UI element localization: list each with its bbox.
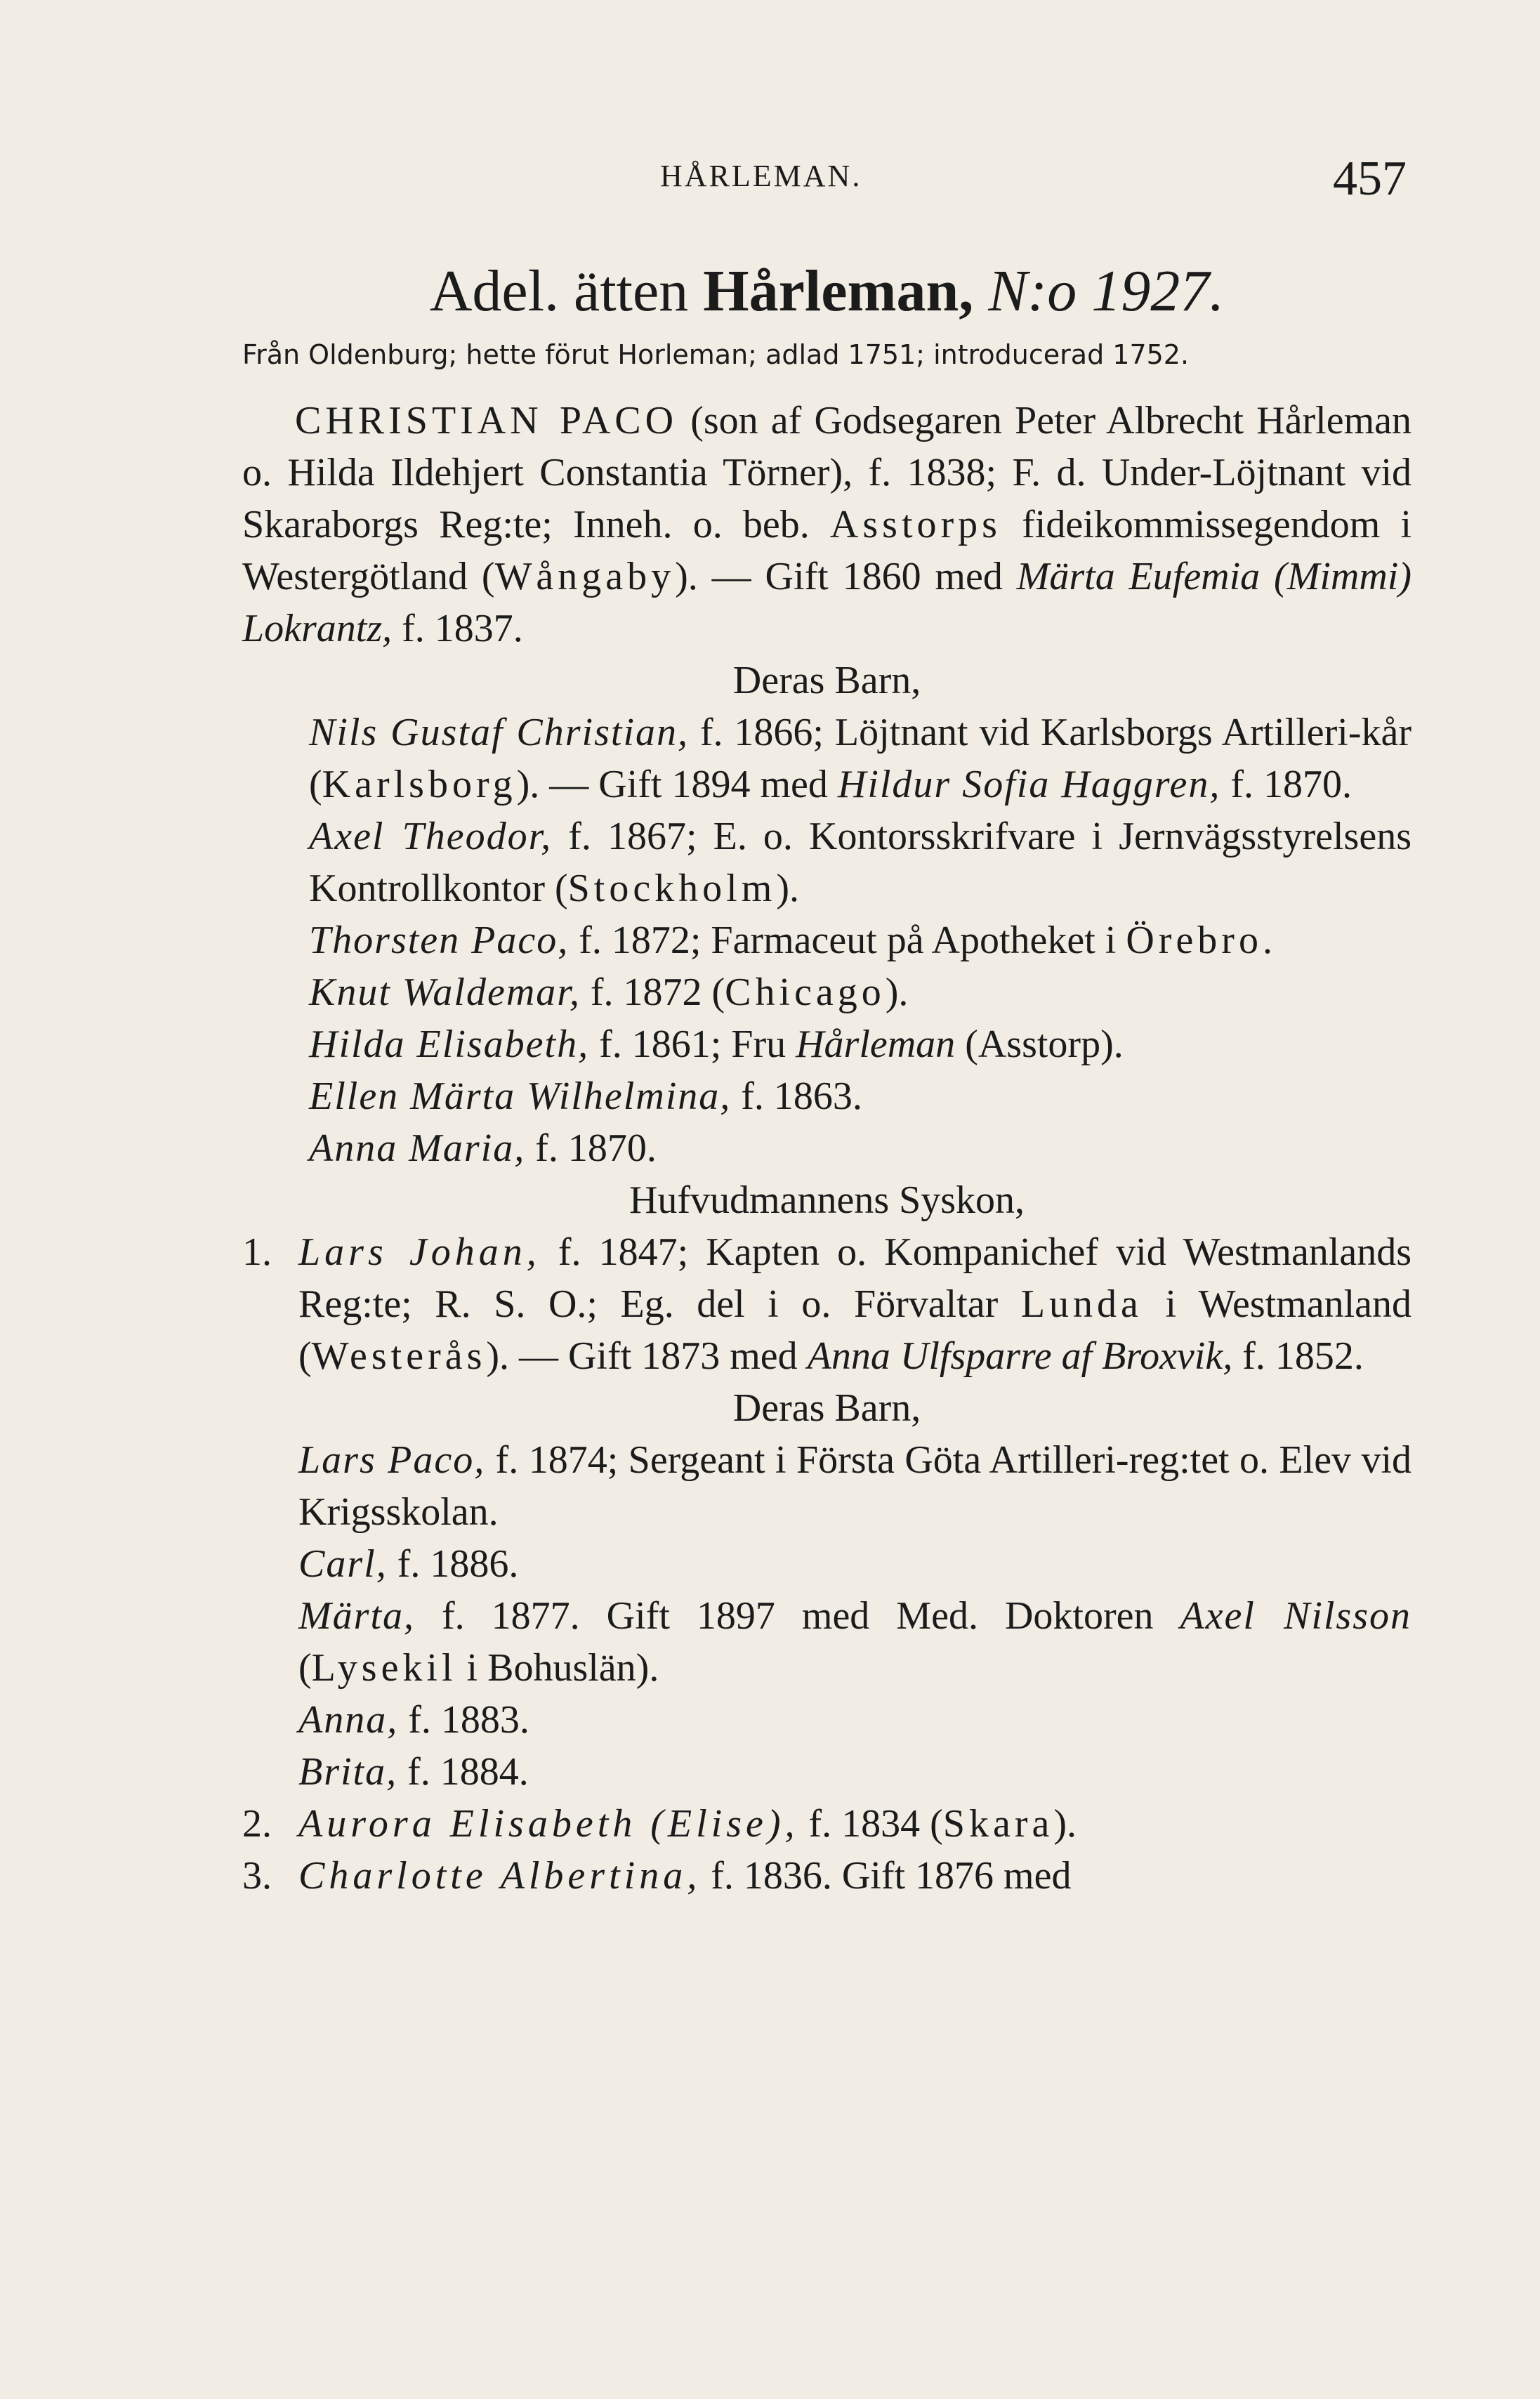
sibling-number: 3.	[242, 1854, 272, 1898]
child-name: Thorsten Paco,	[309, 919, 570, 962]
child-place: Örebro	[1126, 919, 1263, 962]
sibling-name: Aurora Elisabeth (Elise),	[298, 1802, 799, 1846]
child-text3: f. 1870.	[1230, 763, 1353, 806]
child-entry	[242, 706, 1411, 810]
child-entry	[242, 914, 1411, 966]
sibling-text4: f. 1852.	[1242, 1334, 1364, 1378]
sibling-text: f. 1834 (	[808, 1802, 943, 1846]
sibling-entry	[242, 1226, 1411, 1382]
sibling-child-entry	[298, 1746, 1411, 1798]
sibling-text-block	[298, 1226, 1411, 1382]
head-of-family-entry	[242, 395, 1411, 655]
head-text: (son af Godsegaren Peter Albrecht Hårleman o. Hilda Ildehjert Constantia Törner), f. 1838; F. d. Under-Löjtnant vid Skaraborgs Reg:te; Inneh. o. beb.	[242, 399, 1412, 546]
sibling-number: 1.	[242, 1230, 272, 1274]
child-text: f. 1867; E. o. Kontorsskrifvare i Jernvägsstyrelsens Kontrollkontor (	[309, 815, 1411, 910]
sibling-place: Skara	[942, 1802, 1054, 1846]
head-spouse: Märta Eufemia (Mimmi) Lokrantz,	[242, 555, 1411, 650]
heading-prefix: Adel. ätten	[429, 258, 689, 324]
running-head-title: HÅRLEMAN.	[660, 159, 862, 193]
child-text: f. 1861; Fru	[599, 1023, 787, 1066]
sibling-number: 2.	[242, 1802, 272, 1846]
heading-number: N:o 1927.	[988, 258, 1225, 324]
child-name: Ellen Märta Wilhelmina,	[309, 1074, 732, 1118]
siblings-heading: Hufvudmannens Syskon,	[628, 1178, 1025, 1222]
child-text3: (Asstorp).	[965, 1023, 1124, 1066]
sibling-child-name: Anna,	[298, 1698, 399, 1742]
sibling-text2: ).	[1053, 1802, 1077, 1846]
child-text2: ). — Gift 1894 med	[516, 763, 828, 806]
child-text2: .	[1262, 919, 1272, 962]
sibling-entry	[242, 1850, 1411, 1902]
child-place: Stockholm	[567, 867, 777, 910]
sibling-child-text: f. 1883.	[408, 1698, 529, 1742]
sibling-child-text: f. 1884.	[407, 1750, 529, 1794]
sibling-child-text2: (	[298, 1646, 312, 1690]
child-text2: ).	[885, 971, 909, 1014]
sibling-child-entry	[298, 1434, 1411, 1538]
sibling-spouse: Anna Ulfsparre af Broxvik,	[807, 1334, 1233, 1378]
sibling-child-entry	[298, 1694, 1411, 1746]
sibling-child-text: f. 1877. Gift 1897 med Med. Doktoren	[442, 1594, 1154, 1638]
children-list	[242, 706, 1411, 1174]
sibling-child-entry	[298, 1590, 1411, 1694]
sibling-child-text: f. 1874; Sergeant i Första Göta Artilleri-reg:tet o. Elev vid Krigsskolan.	[298, 1438, 1412, 1534]
sibling-children-heading: Deras Barn,	[732, 1386, 921, 1430]
head-text2: fideikommissegendom i Westergötland (	[242, 503, 1412, 598]
sibling-text-block	[298, 1798, 1411, 1850]
sibling-child-entry	[298, 1538, 1411, 1590]
sibling-child-name: Märta,	[298, 1594, 415, 1638]
family-origin-note: Från Oldenburg; hette förut Horleman; adlad 1751; introducerad 1752.	[242, 339, 1190, 370]
child-entry	[242, 1070, 1411, 1122]
sibling-child-name: Carl,	[298, 1542, 388, 1586]
child-entry	[242, 810, 1411, 914]
child-name: Anna Maria,	[309, 1126, 526, 1170]
child-name: Axel Theodor,	[309, 815, 553, 858]
child-text: f. 1863.	[741, 1074, 862, 1118]
head-estate: Asstorps	[829, 503, 1001, 546]
head-name: CHRISTIAN PACO	[295, 399, 678, 442]
sibling-estate: Lunda	[1020, 1282, 1143, 1326]
child-text: f. 1872 (	[590, 971, 725, 1014]
sibling-child-name: Brita,	[298, 1750, 398, 1794]
child-name: Hilda Elisabeth,	[309, 1023, 590, 1066]
child-married-name: Hårleman	[796, 1023, 956, 1066]
sibling-child-name: Lars Paco,	[298, 1438, 486, 1482]
children-heading: Deras Barn,	[732, 659, 921, 702]
sibling-children-list	[242, 1434, 1411, 1798]
child-text: f. 1870.	[535, 1126, 657, 1170]
child-entry	[242, 1018, 1411, 1070]
running-head	[0, 151, 1540, 207]
head-spouse-born: f. 1837.	[402, 607, 523, 650]
child-name: Knut Waldemar,	[309, 971, 581, 1014]
sibling-child-place: Lysekil	[311, 1646, 457, 1690]
sibling-text2: i Westmanland (	[298, 1282, 1412, 1378]
child-place: Karlsborg	[322, 763, 517, 806]
sibling-name: Charlotte Albertina,	[298, 1854, 702, 1898]
child-text2: ).	[776, 867, 799, 910]
child-name: Nils Gustaf Christian,	[309, 711, 689, 754]
family-heading	[242, 253, 1411, 330]
sibling-text: f. 1836. Gift 1876 med	[711, 1854, 1072, 1898]
sibling-child-text3: i Bohuslän).	[466, 1646, 659, 1690]
head-parish: Wångaby	[494, 555, 676, 598]
page-number: 457	[1333, 152, 1407, 206]
child-entry	[242, 966, 1411, 1018]
heading-family-name: Hårleman,	[703, 258, 974, 324]
page-body	[242, 253, 1411, 1902]
sibling-parish: Westerås	[311, 1334, 487, 1378]
head-text3: ). — Gift 1860 med	[675, 555, 1003, 598]
sibling-child-spouse: Axel Nilsson	[1180, 1594, 1412, 1638]
child-text: f. 1866; Löjtnant vid Karlsborgs Artilleri-kår (	[309, 711, 1411, 806]
sibling-text3: ). — Gift 1873 med	[486, 1334, 798, 1378]
child-spouse: Hildur Sofia Haggren,	[837, 763, 1221, 806]
sibling-name: Lars Johan,	[298, 1230, 541, 1274]
sibling-text: f. 1847; Kapten o. Kompanichef vid Westmanlands Reg:te; R. S. O.; Eg. del i o. Förvaltar	[298, 1230, 1412, 1326]
child-place: Chicago	[725, 971, 886, 1014]
child-entry	[242, 1122, 1411, 1174]
sibling-text-block	[298, 1850, 1411, 1902]
sibling-entry	[242, 1798, 1411, 1850]
sibling-child-text: f. 1886.	[397, 1542, 519, 1586]
child-text: f. 1872; Farmaceut på Apotheket i	[579, 919, 1117, 962]
